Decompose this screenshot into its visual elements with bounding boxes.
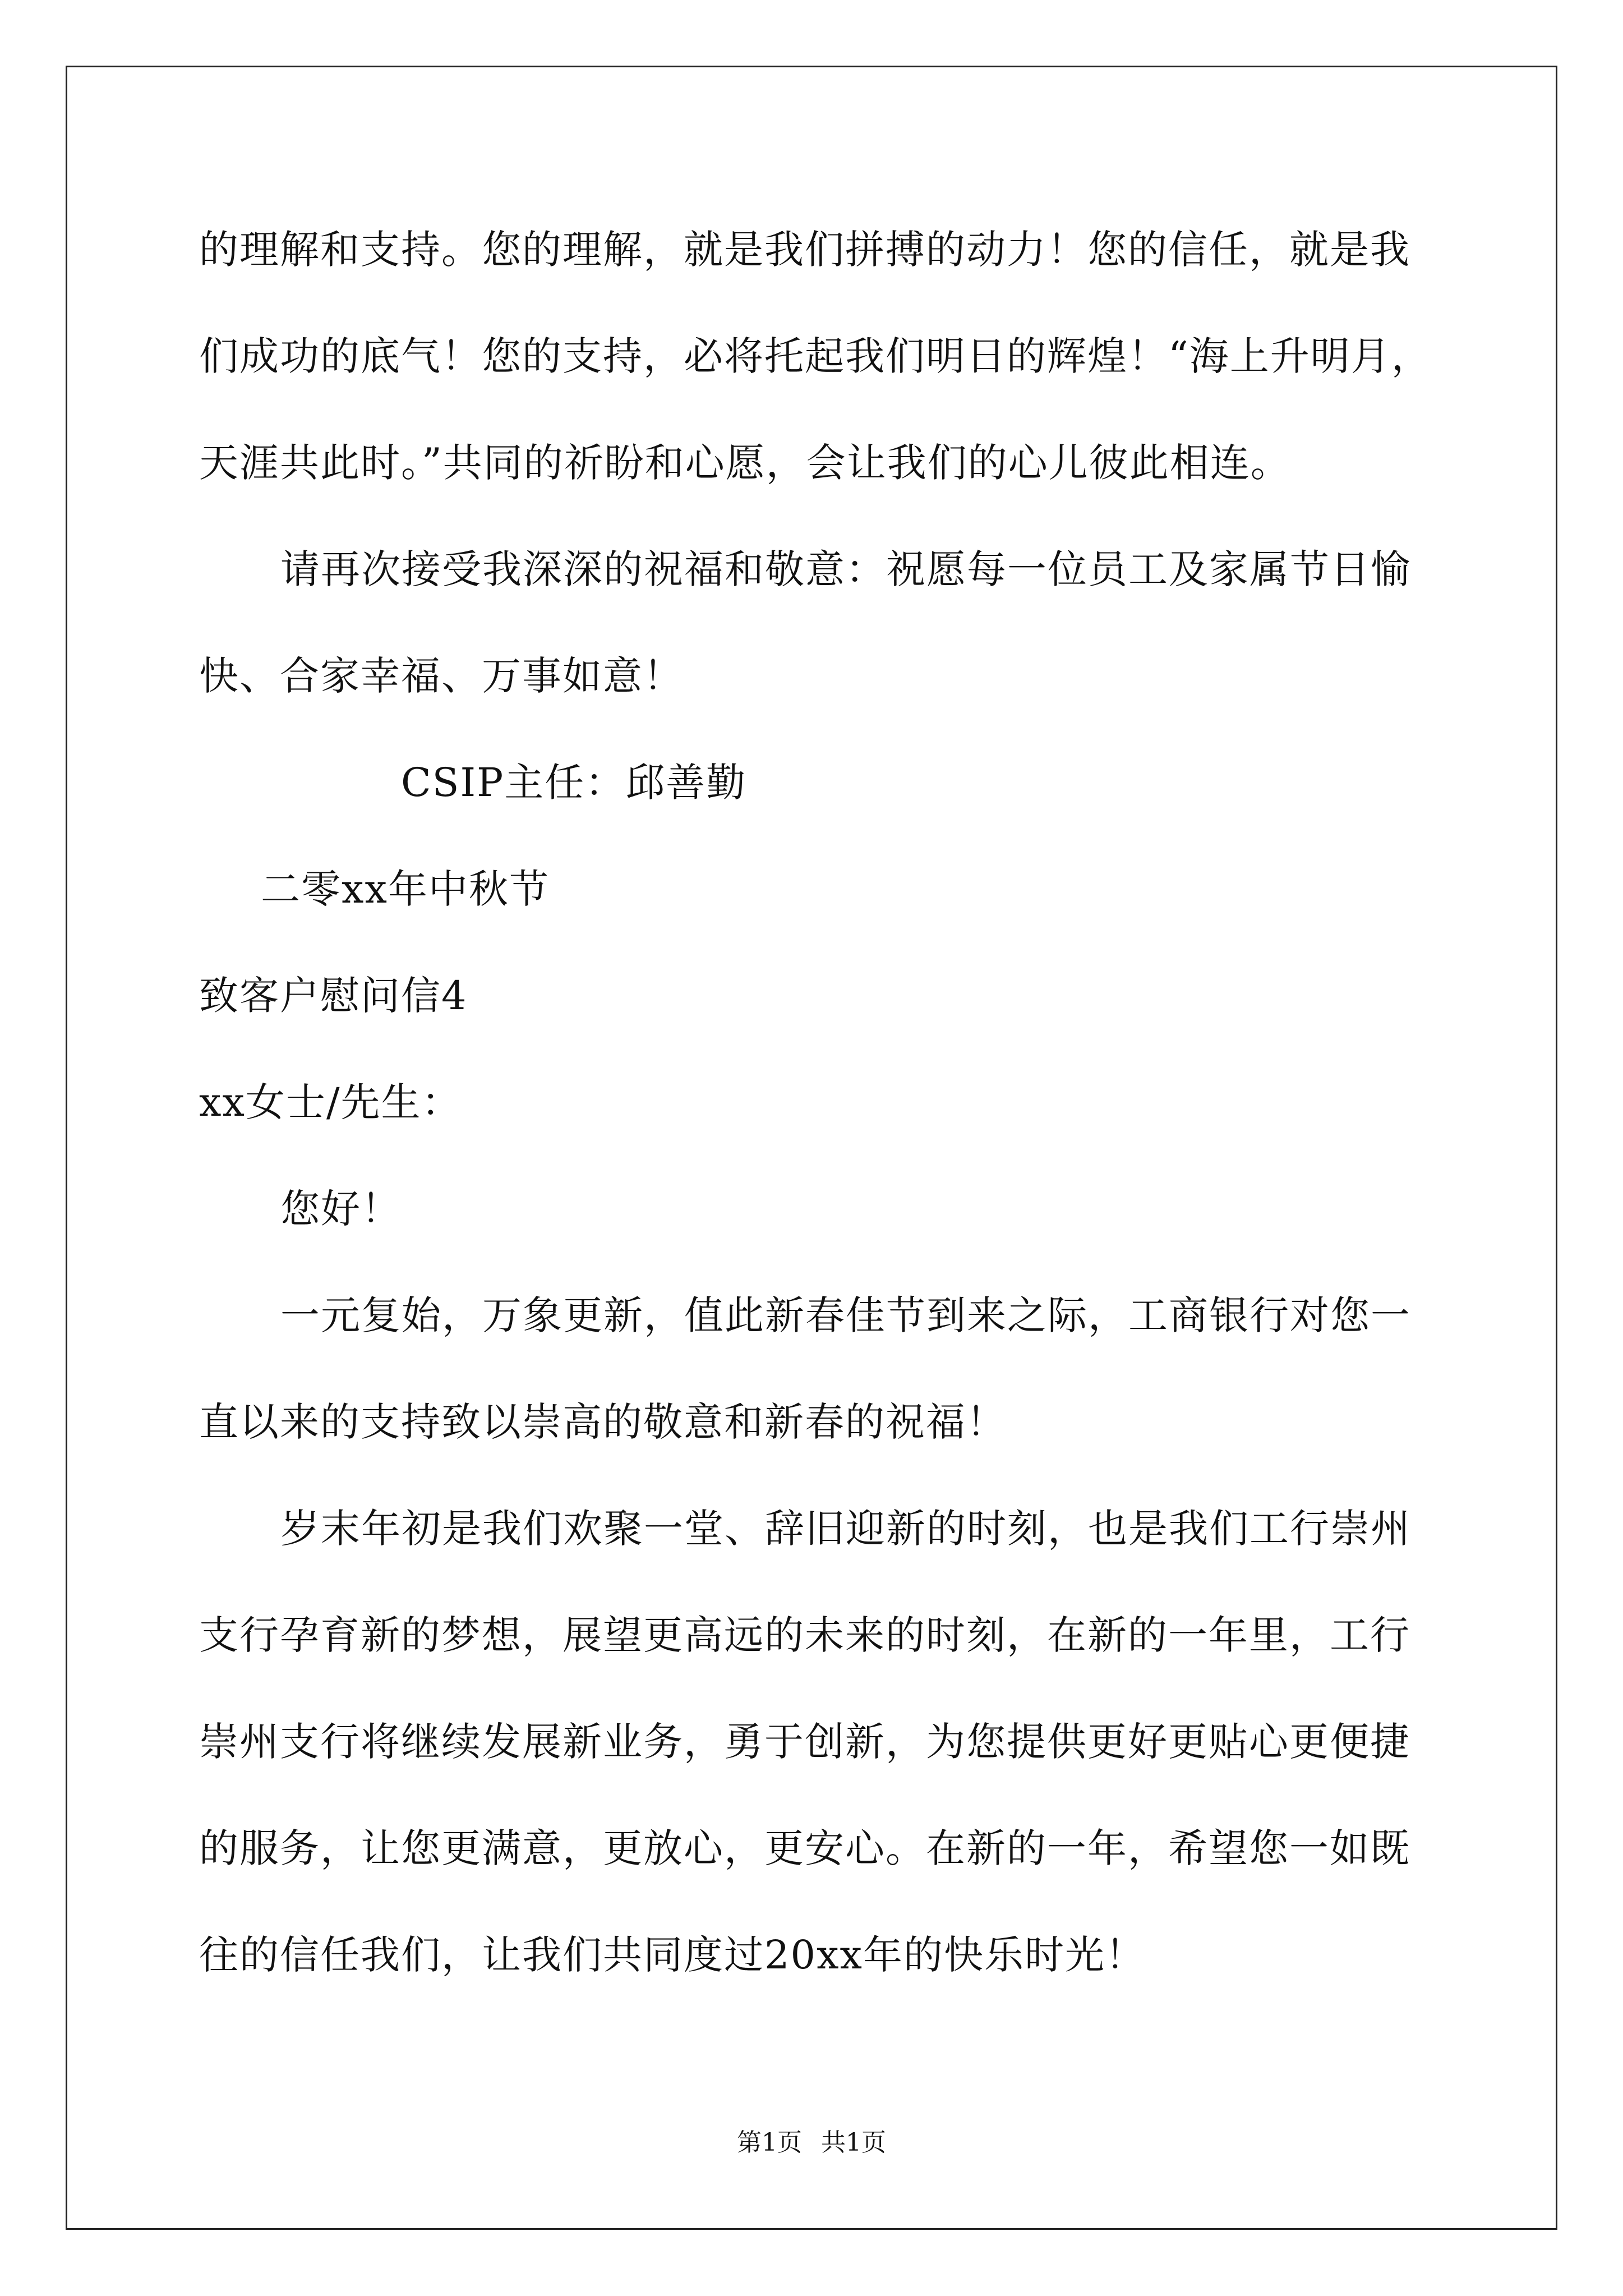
body-line-1: 的理解和支持。您的理解，就是我们拼搏的动力！您的信任，就是我 bbox=[199, 227, 1410, 273]
greeting: 您好！ bbox=[280, 1186, 402, 1232]
body-line-16: 的服务，让您更满意，更放心，更安心。在新的一年，希望您一如既 bbox=[199, 1825, 1410, 1871]
body-line-17: 往的信任我们，让我们共同度过20xx年的快乐时光！ bbox=[199, 1932, 1146, 1978]
body-line-4: 请再次接受我深深的祝福和敬意：祝愿每一位员工及家属节日愉 bbox=[280, 546, 1411, 592]
body-line-5: 快、合家幸福、万事如意！ bbox=[199, 653, 684, 699]
page-frame bbox=[66, 66, 1557, 2230]
body-line-2: 们成功的底气！您的支持，必将托起我们明日的辉煌！“海上升明月， bbox=[199, 333, 1432, 379]
body-line-12: 直以来的支持致以崇高的敬意和新春的祝福！ bbox=[199, 1399, 1007, 1445]
date-line: 二零xx年中秋节 bbox=[261, 866, 550, 912]
signature-line: CSIP主任：邱善勤 bbox=[401, 760, 747, 806]
body-line-3: 天涯共此时。”共同的祈盼和心愿，会让我们的心儿彼此相连。 bbox=[199, 440, 1291, 486]
body-line-11: 一元复始，万象更新，值此新春佳节到来之际，工商银行对您一 bbox=[280, 1292, 1411, 1338]
body-line-15: 崇州支行将继续发展新业务，勇于创新，为您提供更好更贴心更便捷 bbox=[199, 1719, 1410, 1765]
page-footer bbox=[0, 2126, 1623, 2160]
page-number: 第1页 bbox=[737, 2128, 802, 2157]
page-total: 共1页 bbox=[821, 2128, 886, 2157]
body-line-13: 岁末年初是我们欢聚一堂、辞旧迎新的时刻，也是我们工行崇州 bbox=[280, 1506, 1411, 1552]
salutation: xx女士/先生： bbox=[199, 1079, 462, 1125]
body-line-14: 支行孕育新的梦想，展望更高远的未来的时刻，在新的一年里，工行 bbox=[199, 1612, 1410, 1658]
letter-title: 致客户慰问信4 bbox=[199, 973, 468, 1019]
